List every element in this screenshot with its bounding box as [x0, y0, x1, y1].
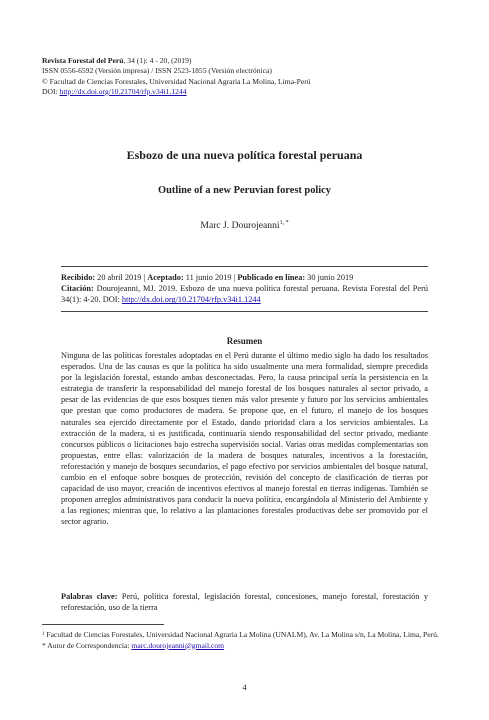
copyright-line: © Facultad de Ciencias Forestales, Universidad Nacional Agraria La Molina, Lima-Perú [42, 76, 311, 86]
doi-link[interactable]: http://dx.doi.org/10.21704/rfp.v34i1.1244 [59, 86, 187, 96]
author-affiliation-marks: 1, * [279, 220, 289, 226]
author-email-link[interactable]: marc.dourojeanni@gmail.com [131, 640, 225, 650]
dates-bottom-divider [61, 311, 428, 312]
journal-name: Revista Forestal del Perú [42, 56, 124, 65]
author-line [0, 220, 489, 231]
accepted-date: 11 junio 2019 | [183, 273, 238, 282]
author-name: Marc J. Dourojeanni [200, 220, 280, 231]
citation-doi-link[interactable]: http://dx.doi.org/10.21704/rfp.v34i1.1244 [121, 295, 261, 305]
keywords-text: Perú, política forestal, legislación forestal, concesiones, manejo forestal, forestación y reforestación, uso de la tierra [61, 592, 429, 613]
correspondence-label: * Autor de Correspondencia: [42, 640, 132, 650]
abstract-heading: Resumen [226, 336, 263, 346]
article-title-spanish: Esbozo de una nueva política forestal peruana [126, 148, 363, 162]
published-date: 30 junio 2019 [305, 273, 354, 282]
page-number: 4 [242, 682, 247, 692]
abstract-text: Ninguna de las políticas forestales adoptadas en el Perú durante el último medio siglo ha dado los resultados esperados. Una de las causas es que la política ha sido usualmente una mera formalidad, siempre precedida por la legislación forestal, estando ambas desconectadas. Pero, la causa principal sería la persistencia en la estrategia de transferir la responsabilidad del manejo forestal de los bosques naturales al sector privado, a pesar de las evidencias de que esos bosques tienen más valor presente y futuro por los servicios ambientales que prestan que como productores de madera. Se propone que, en el futuro, el manejo de los bosques naturales sea ejercido directamente por el Estado, dando prioridad clara a los servicios ambientales. La extracción de la madera, si es justificada, continuaría siendo responsabilidad del sector privado, mediante concursos públicos o licitaciones bajo estrecha supervisión social. Varias otras medidas complementarias son propuestas, entre ellas: valorización de la madera de bosques naturales, incentivos a la forestación, reforestación y manejo de bosques secundarios, el pago efectivo por servicios ambientales del bosque natural, cambio en el enfoque sobre bosques de protección, revisión del concepto de clasificación de tierras por capacidad de uso mayor, creación de incentivos efectivos al manejo forestal en tierras indígenas. También se proponen arreglos administrativos para conducir la nueva política, encargándola al Ministerio del Ambiente y a las regiones; mientras que, lo relativo a las plantaciones forestales productivas debe ser promovido por el sector agrario. [61, 351, 428, 527]
footnote-mark: 1 [42, 632, 45, 637]
keywords-label: Palabras clave: [61, 592, 118, 601]
article-title-english: Outline of a new Peruvian forest policy [158, 185, 331, 196]
journal-citation-line [42, 56, 452, 66]
article-dates-block [61, 272, 428, 306]
footnotes [42, 630, 447, 651]
citation-text: Dourojeanni, MJ. 2019. Esbozo de una nueva política forestal peruana. Revista Forestal del Perú 34(1): 4-20. DOI: [61, 284, 428, 305]
issn-line: ISSN 0556-6592 (Versión impresa) / ISSN 2523-1855 (Versión electrónica) [42, 66, 272, 76]
footnote-correspondence [42, 641, 447, 652]
received-date: 20 abril 2019 | [95, 273, 148, 282]
citation-line [61, 283, 428, 305]
footnote-affiliation-text: Facultad de Ciencias Forestales, Universidad Nacional Agraria La Molina (UNALM), Av. La Molina s/n, La Molina, Lima, Perú. [44, 630, 439, 639]
dates-top-divider [61, 266, 428, 267]
received-label: Recibido: [61, 273, 96, 282]
dates-line [61, 272, 428, 283]
keywords-paragraph [61, 591, 428, 613]
published-label: Publicado en línea: [237, 273, 306, 282]
citation-label: Citación: [61, 284, 94, 294]
doi-line [42, 87, 452, 97]
journal-volume: , 34 (1): 4 - 20, (2019) [123, 56, 192, 65]
journal-header [42, 56, 452, 97]
accepted-label: Aceptado: [147, 273, 184, 282]
footnote-affiliation [42, 630, 447, 641]
footnote-divider [42, 624, 164, 625]
doi-label: DOI: [42, 86, 60, 96]
